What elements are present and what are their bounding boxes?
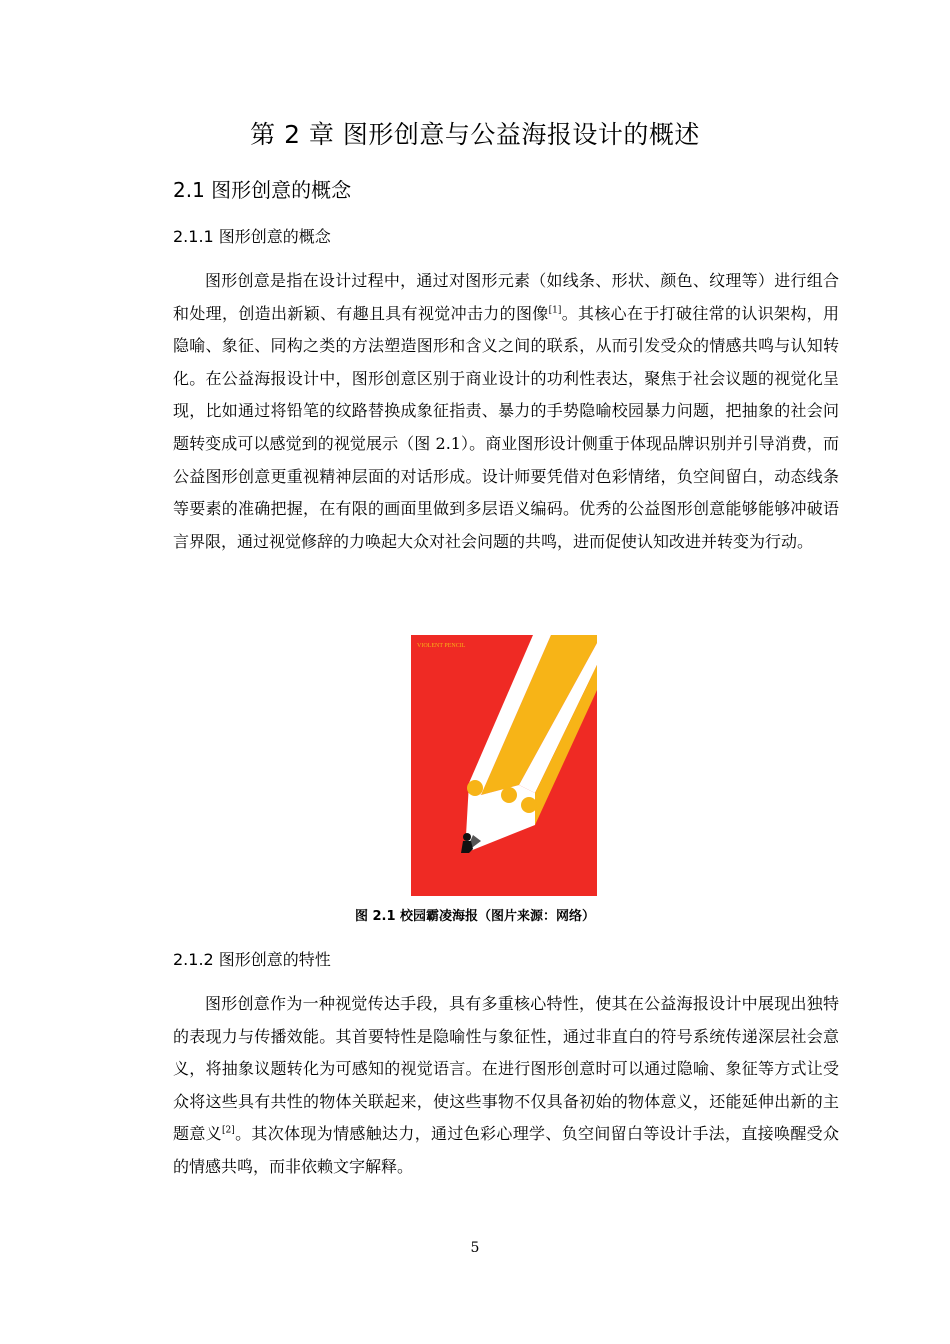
section-heading: 2.1 图形创意的概念 <box>173 178 352 202</box>
fist-shape <box>467 780 483 796</box>
paragraph-characteristics <box>173 988 839 1184</box>
chapter-title: 第 2 章 图形创意与公益海报设计的概述 <box>250 120 700 149</box>
subsection-heading-2-1-2: 2.1.2 图形创意的特性 <box>173 950 331 969</box>
victim-figure-head <box>463 833 471 841</box>
paragraph-text: 。其次体现为情感触达力，通过色彩心理学、负空间留白等设计手法，直接唤醒受众的情感共鸣，而非依赖文字解释。 <box>173 1124 839 1176</box>
figure-poster <box>411 635 597 896</box>
figure-caption: 图 2.1 校园霸凌海报（图片来源：网络） <box>354 909 596 924</box>
paragraph-text: 。其核心在于打破往常的认识架构，用隐喻、象征、同构之类的方法塑造图形和含义之间的联系，从而引发受众的情感共鸣与认知转化。在公益海报设计中，图形创意区别于商业设计的功利性表达，聚焦于社会议题的视觉化呈现，比如通过将铅笔的纹路替换成象征指责、暴力的手势隐喻校园暴力问题，把抽象的社会问题转变成可以感觉到的视觉展示（图 2.1）。商业图形设计侧重于体现品牌识别并引导消费，而公益图形创意更重视精神层面的对话形成。设计师要凭借对色彩情绪，负空间留白，动态线条等要素的准确把握，在有限的画面里做到多层语义编码。优秀的公益图形创意能够能够冲破语言界限，通过视觉修辞的力唤起大众对社会问题的共鸣，进而促使认知改进并转变为行动。 <box>173 303 839 551</box>
paragraph-text: 图形创意是指在设计过程中，通过对图形元素（如线条、形状、颜色、纹理等）进行组合和处理，创造出新颖、有趣且具有视觉冲击力的图像 <box>173 271 839 323</box>
poster-image <box>411 635 597 896</box>
paragraph-concept <box>173 265 839 558</box>
paragraph-text: 图形创意作为一种视觉传达手段，具有多重核心特性，使其在公益海报设计中展现出独特的表现力与传播效能。其首要特性是隐喻性与象征性，通过非直白的符号系统传递深层社会意义，将抽象议题转化为可感知的视觉语言。在进行图形创意时可以通过隐喻、象征等方式让受众将这些具有共性的物体关联起来，使这些事物不仅具备初始的物体意义，还能延伸出新的主题意义 <box>173 994 839 1144</box>
page-number: 5 <box>470 1240 480 1256</box>
citation-ref[interactable]: [1] <box>548 305 562 316</box>
subsection-heading-2-1-1: 2.1.1 图形创意的概念 <box>173 227 331 246</box>
citation-ref[interactable]: [2] <box>222 1126 235 1137</box>
fist-shape <box>521 797 537 813</box>
fist-shape <box>501 787 517 803</box>
poster-title: VIOLENT PENCIL <box>417 643 466 649</box>
